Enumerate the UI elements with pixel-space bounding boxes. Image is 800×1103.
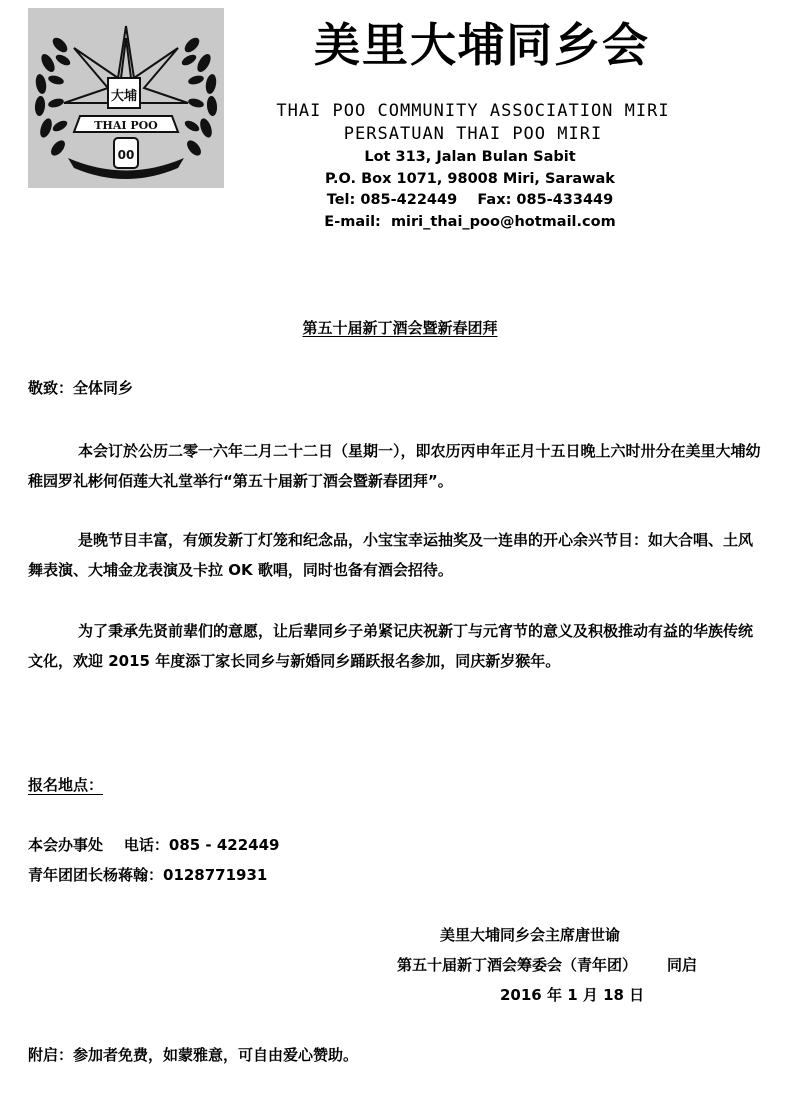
- registration-title: [28, 770, 766, 800]
- registration-title-text: 报名地点：: [28, 776, 104, 794]
- paragraph-3: 为了秉承先贤前辈们的意愿，让后辈同乡子弟紧记庆祝新丁与元宵节的意义及积极推动有益的华族传统文化，欢迎 2015 年度添丁家长同乡与新婚同乡踊跃报名参加，同庆新岁猴年。: [28, 622, 754, 670]
- association-title-my: PERSATUAN THAI POO MIRI: [343, 124, 603, 144]
- address-block: [300, 147, 640, 233]
- signatory-2: [397, 950, 697, 980]
- registration-youth: 青年团团长杨蒋翰：0128771931: [28, 866, 268, 884]
- address-line-2: P.O. Box 1071, 98008 Miri, Sarawak: [325, 170, 615, 187]
- footnote: 附启：参加者免费，如蒙雅意，可自由爱心赞助。: [28, 1046, 359, 1064]
- logo-text: THAI POO: [94, 119, 158, 132]
- phone-fax: Tel: 085-422449 Fax: 085-433449: [326, 192, 614, 208]
- laurel-emblem-icon: [28, 8, 224, 188]
- paragraph-2: 是晚节目丰富，有颁发新丁灯笼和纪念品，小宝宝幸运抽奖及一连串的开心余兴节目：如大合唱、土风舞表演、大埔金龙表演及卡拉 OK 歌唱，同时也备有酒会招待。: [28, 531, 754, 579]
- logo-badge: 00: [117, 148, 135, 162]
- association-title-cn: 美里大埔同乡会: [314, 18, 650, 72]
- association-title-en: THAI POO COMMUNITY ASSOCIATION MIRI: [276, 101, 670, 121]
- letter-date: 2016 年 1 月 18 日: [500, 986, 645, 1004]
- signatory-1: 美里大埔同乡会主席唐世谕: [440, 926, 621, 944]
- salutation: 敬致：全体同乡: [28, 379, 134, 397]
- paragraph-1: 本会订於公历二零一六年二月二十二日（星期一），即农历丙申年正月十五日晚上六时卅分在美里大埔幼稚园罗礼彬何佰莲大礼堂举行“第五十届新丁酒会暨新春团拜”。: [28, 442, 761, 490]
- logo-emblem-text: 大埔: [110, 89, 138, 104]
- signatory-2-suffix: 同启: [667, 956, 698, 974]
- letter-heading-text: 第五十届新丁酒会暨新春团拜: [302, 319, 498, 337]
- signatory-2-text: 第五十届新丁酒会筹委会（青年团）: [397, 956, 638, 974]
- association-logo: [28, 8, 224, 188]
- email: E-mail: miri_thai_poo@hotmail.com: [324, 213, 616, 230]
- address-line-1: Lot 313, Jalan Bulan Sabit: [364, 149, 576, 165]
- registration-office: 本会办事处 电话：085 - 422449: [28, 836, 280, 854]
- letter-heading: [0, 317, 800, 338]
